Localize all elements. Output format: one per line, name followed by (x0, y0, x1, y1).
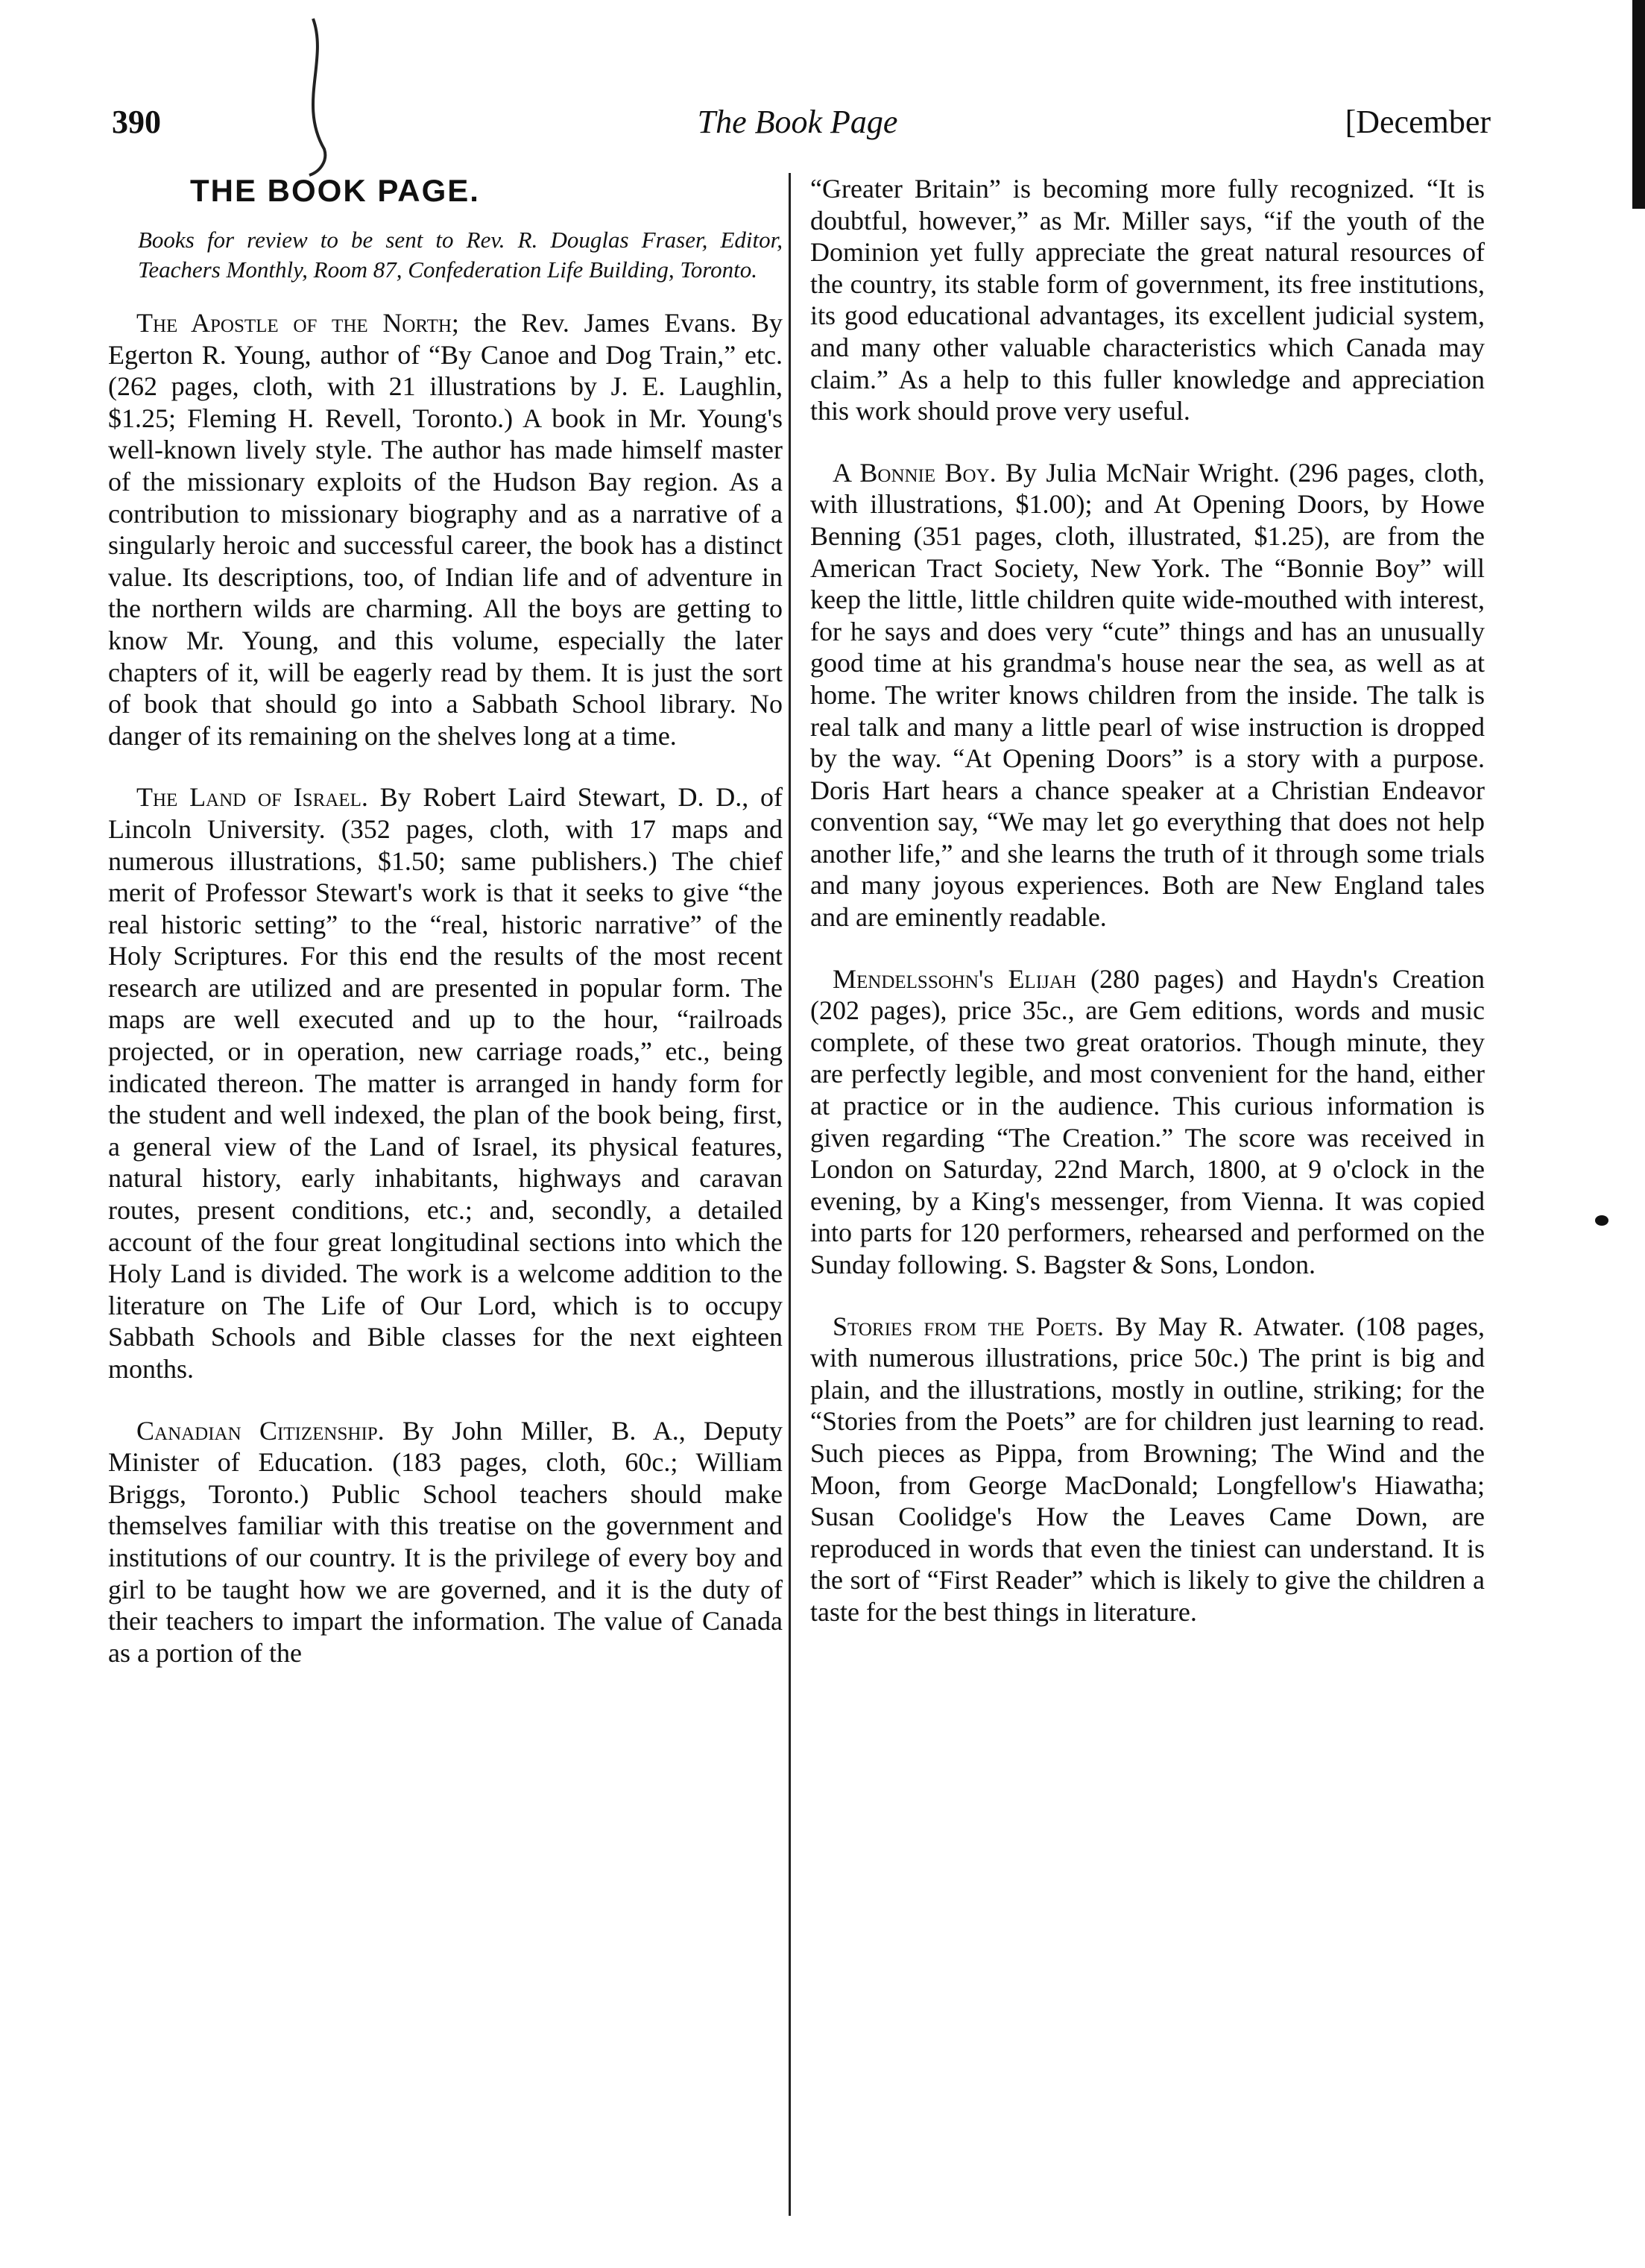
ink-dot-mark (1595, 1215, 1608, 1226)
right-column (810, 173, 1485, 1658)
page-edge-mark (1632, 0, 1645, 209)
review-land-of-israel (108, 781, 783, 1385)
left-column (108, 173, 783, 1698)
review-body: By John Miller, B. A., Deputy Minister of Education. (183 pages, cloth, 60c.; William Briggs, Toronto.) Public School teachers should make themselves familiar with this treatise on the government and institutions of our country. It is the privilege of every boy and girl to be taught how we are governed, and it is the duty of their teachers to impart the information. The value of Canada as a portion of the (108, 1415, 783, 1668)
review-title: Canadian Citizenship. (136, 1415, 385, 1446)
review-elijah-creation (810, 963, 1485, 1281)
review-body: ; the Rev. James Evans. By Egerton R. Young, author of “By Canoe and Dog Train,” etc. (262 pages, cloth, with 21 illustrations by J. E. Laughlin, $1.25; Fleming H. Revell, Toronto.) A book in Mr. Young's well-known lively style. The author has made himself master of the missionary exploits of the Hudson Bay region. As a contribution to missionary biography and as a narrative of a singularly heroic and successful career, the book has a distinct value. Its descriptions, too, of Indian life and of adventure in the northern wilds are charming. All the boys are getting to know Mr. Young, and this volume, especially the later chapters of it, will be eagerly read by them. It is just the sort of book that should go into a Sabbath School library. No danger of its remaining on the shelves long at a time. (108, 308, 783, 751)
review-body: (280 pages) and Haydn's Creation (202 pages), price 35c., are Gem editions, words and music complete, of these two great oratorios. Though minute, they are perfectly legible, and most convenient for the hand, either at practice or in the audience. This curious information is given regarding “The Creation.” The score was received in London on Saturday, 22nd March, 1800, at 9 o'clock in the evening, by a King's messenger, from Vienna. It was copied into parts for 120 performers, rehearsed and performed on the Sunday following. S. Bagster & Sons, London. (810, 963, 1485, 1279)
review-apostle-of-the-north (108, 307, 783, 752)
running-title: The Book Page (697, 104, 898, 140)
review-title: Stories from the Poets. (833, 1311, 1105, 1341)
running-month: [December (1345, 104, 1491, 140)
review-continuation: “Greater Britain” is becoming more fully recognized. “It is doubtful, however,” as Mr. Miller says, “if the youth of the Dominion yet fully appreciate the great natural resources of the country, its stable form of government, its free institutions, its good educational advantages, its excellent judicial system, and many other valuable characteristics which Canada may claim.” As a help to this fuller knowledge and appreciation this work should prove very useful. (810, 174, 1485, 426)
review-title: The Land of Israel. (136, 782, 368, 813)
review-stories-from-the-poets (810, 1311, 1485, 1628)
section-title: THE BOOK PAGE. (190, 173, 480, 208)
review-body: By May R. Atwater. (108 pages, with numerous illustrations, price 50c.) The print is big and plain, and the illustrations, mostly in outline, striking; for the “Stories from the Poets” are for children just learning to read. Such pieces as Pippa, from Browning; The Wind and the Moon, from George MacDonald; Longfellow's Hiawatha; Susan Coolidge's How the Leaves Came Down, are reproduced in words that even the tiniest can understand. It is the sort of “First Reader” which is likely to give the children a taste for the best things in literature. (810, 1311, 1485, 1627)
review-bonnie-boy (810, 457, 1485, 933)
running-head (104, 103, 1491, 148)
review-title: The Apostle of the North (136, 308, 452, 338)
column-divider (789, 173, 791, 2216)
editor-note: Books for review to be sent to Rev. R. Douglas Fraser, Editor, Teachers Monthly, Room 87, Confederation Life Building, Toronto. (138, 227, 783, 283)
review-title: Mendelssohn's Elijah (833, 963, 1076, 994)
review-body: By Julia McNair Wright. (296 pages, cloth, with illustrations, $1.00); and At Opening Doors, by Howe Benning (351 pages, cloth, illustrated, $1.25), are from the American Tract Society, New York. The “Bonnie Boy” will keep the little, little children quite wide-mouthed with interest, for he says and does very “cute” things and has an unusually good time at his grandma's house near the sea, as well as at home. The writer knows children from the inside. The talk is real talk and many a little pearl of wise instruction is dropped by the way. “At Opening Doors” is a story with a purpose. Doris Hart hears a chance speaker at a Christian Endeavor convention say, “We may let go everything that does not help another life,” and she learns the truth of it through some trials and many joyous experiences. Both are New England tales and are eminently readable. (810, 457, 1485, 933)
pencil-stroke-decoration (283, 15, 373, 179)
page-number: 390 (112, 104, 161, 140)
review-title: A Bonnie Boy. (833, 457, 997, 488)
review-canadian-citizenship (108, 1415, 783, 1669)
review-body: By Robert Laird Stewart, D. D., of Lincoln University. (352 pages, cloth, with 17 maps and numerous illustrations, $1.50; same publishers.) The chief merit of Professor Stewart's work is that it seeks to give “the real historic setting” to the “real, historic narrative” of the Holy Scriptures. For this end the results of the most recent research are utilized and are presented in popular form. The maps are well executed and up to the hour, “railroads projected, or in operation, new carriage roads,” etc., being indicated thereon. The matter is arranged in handy form for the student and well indexed, the plan of the book being, first, a general view of the Land of Israel, its physical features, natural history, early inhabitants, highways and caravan routes, present conditions, etc.; and, secondly, a detailed account of the four great longitudinal sections into which the Holy Land is divided. The work is a welcome addition to the literature on The Life of Our Lord, which is to occupy Sabbath Schools and Bible classes for the next eighteen months. (108, 782, 783, 1384)
